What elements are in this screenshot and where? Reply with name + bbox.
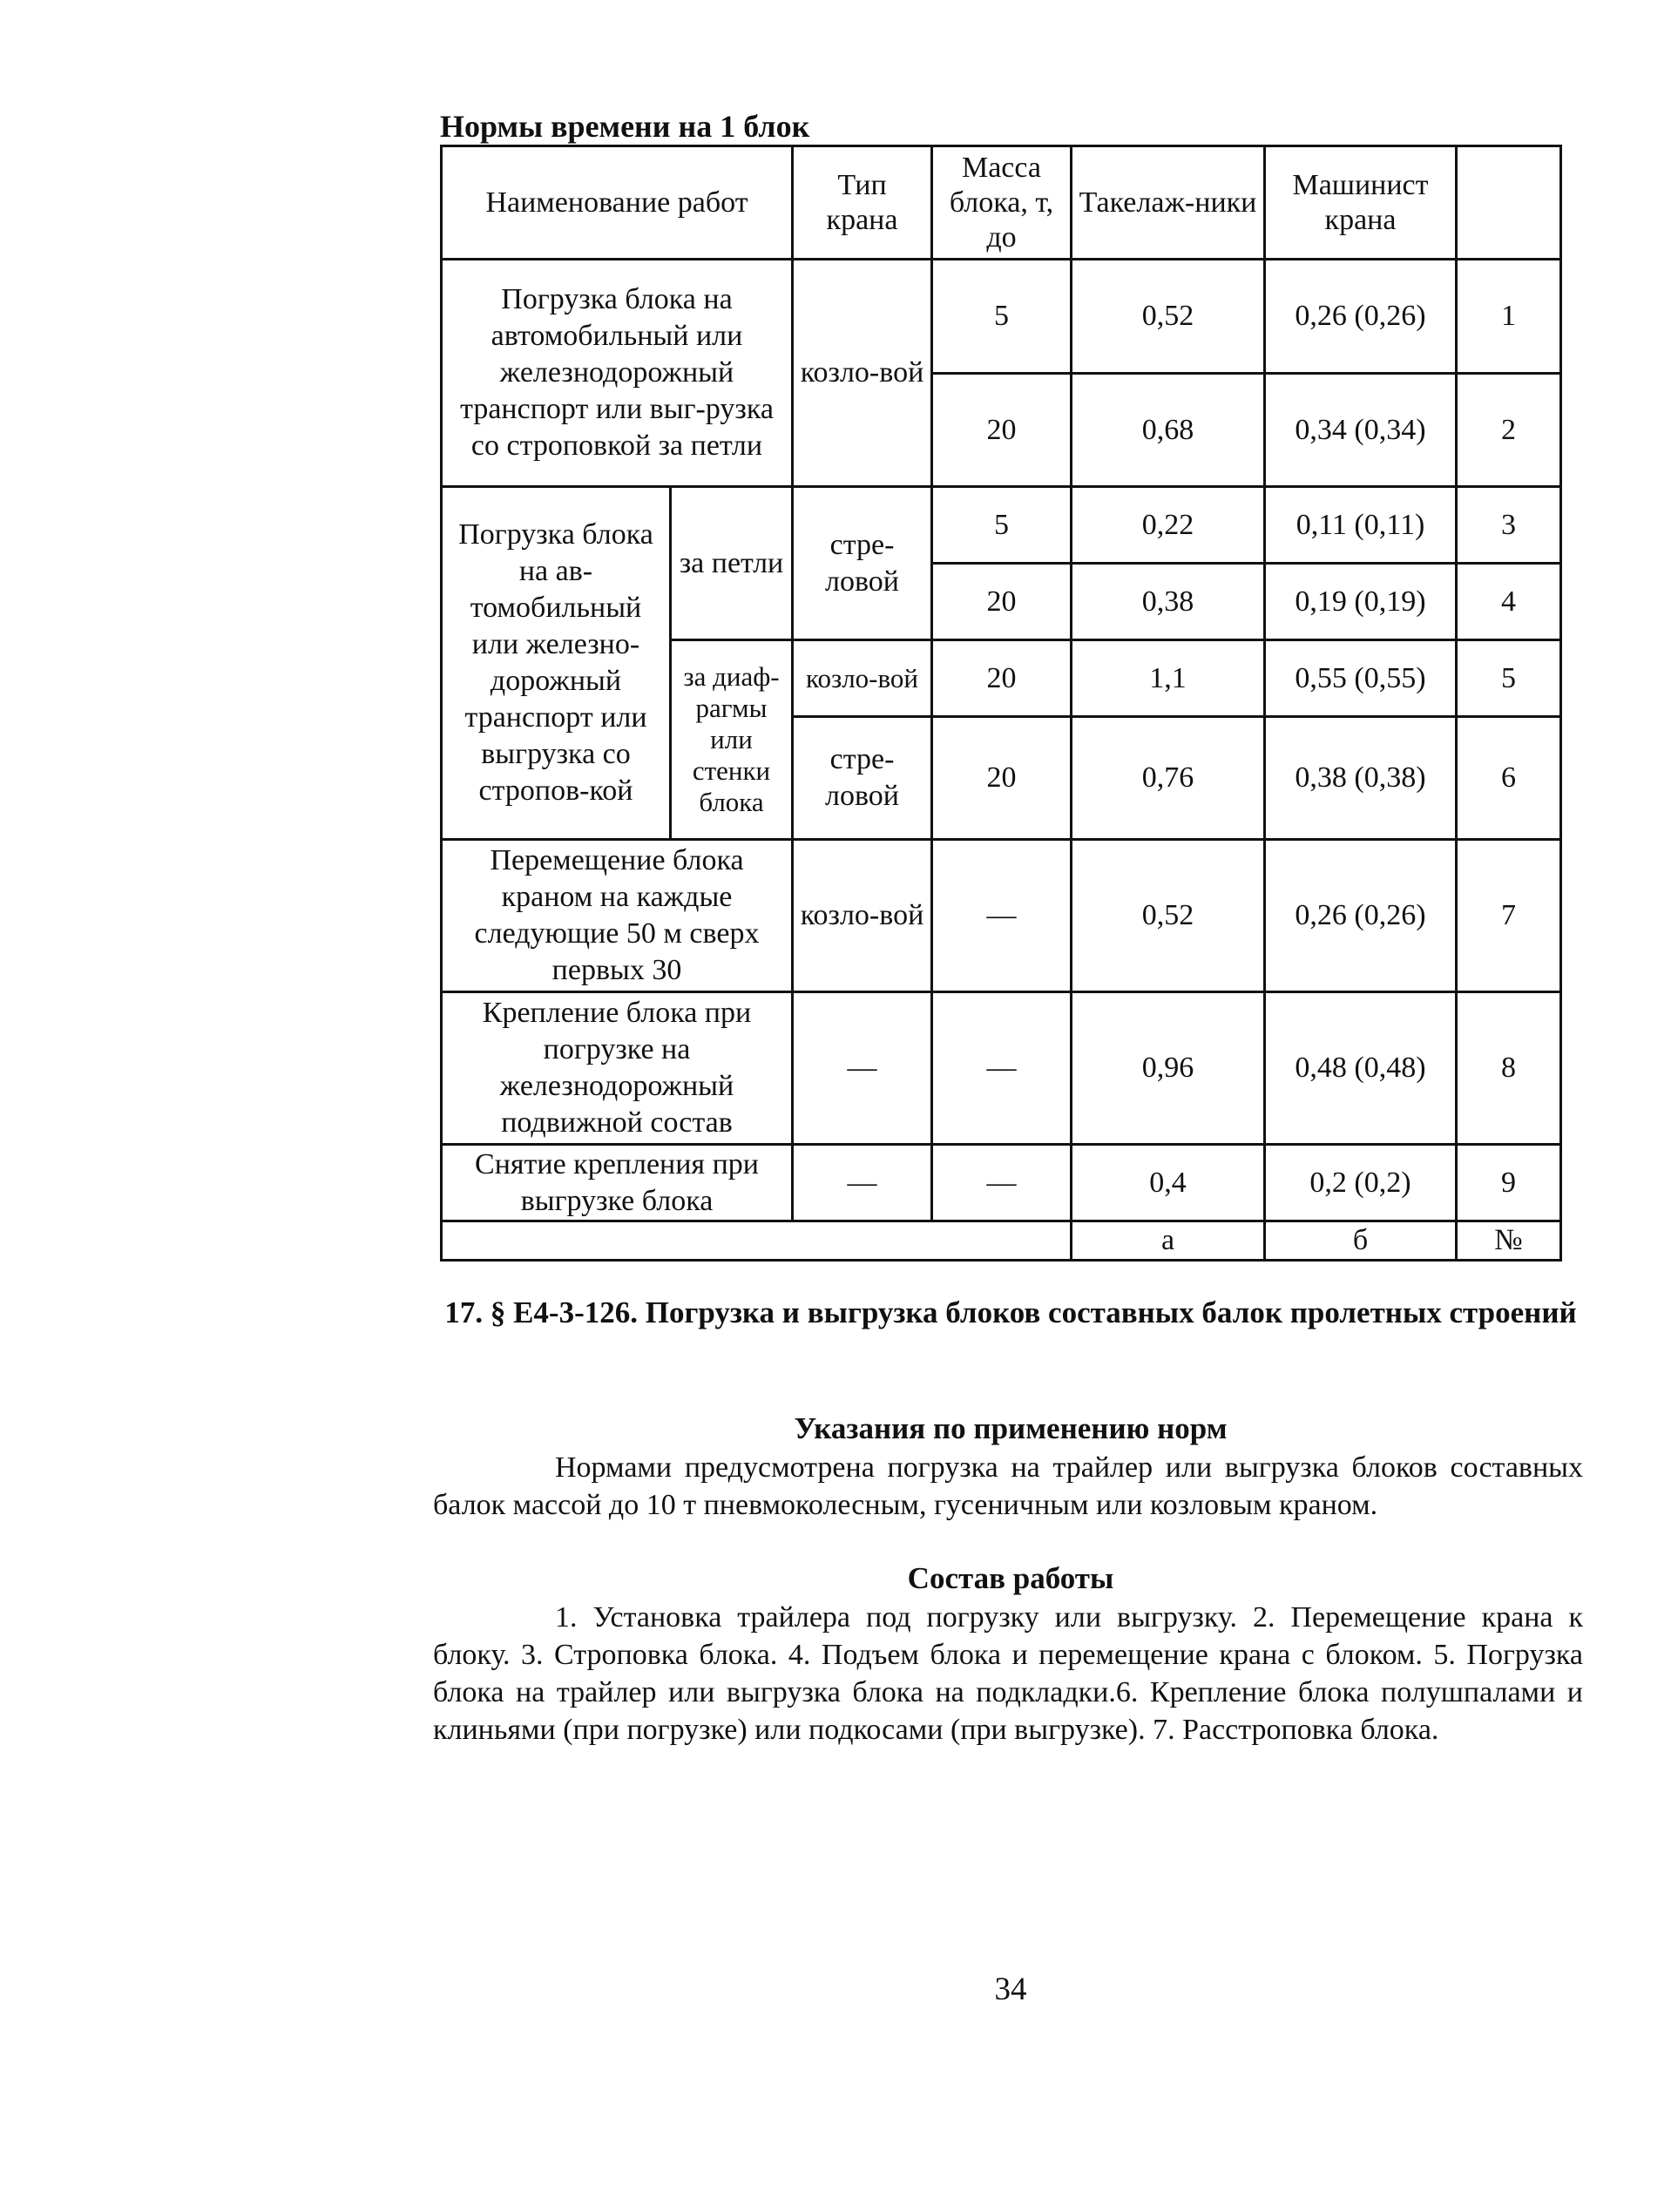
work-name-cell: Перемещение блока краном на каждые следующие 50 м сверх первых 30 [442, 840, 793, 992]
guidelines-heading: Указания по применению норм [794, 1411, 1228, 1445]
header-riggers: Такелаж-ники [1072, 146, 1265, 260]
row-number-cell: 4 [1457, 564, 1561, 640]
operator-cell: 0,11 (0,11) [1265, 487, 1457, 564]
riggers-cell: 0,68 [1072, 374, 1265, 487]
header-crane-type: Тип крана [793, 146, 932, 260]
mass-cell: 20 [932, 640, 1072, 717]
operator-cell: 0,38 (0,38) [1265, 717, 1457, 840]
page-number: 34 [994, 1972, 1027, 2007]
footer-col-num: № [1457, 1221, 1561, 1261]
section-heading: 17. § Е4-3-126. Погрузка и выгрузка блоков составных балок пролетных строений [444, 1295, 1577, 1329]
riggers-cell: 0,52 [1072, 260, 1265, 374]
crane-type-cell: козло-вой [793, 260, 932, 487]
composition-heading: Состав работы [907, 1561, 1114, 1595]
riggers-cell: 0,38 [1072, 564, 1265, 640]
header-number [1457, 146, 1561, 260]
table-row [442, 992, 1561, 1145]
crane-type-cell: стре-ловой [793, 487, 932, 640]
guidelines-text: Нормами предусмотрена погрузка на трайлер или выгрузка блоков составных балок массой до 10 т пневмоколесным, гусеничным или козловым краном. [433, 1451, 1583, 1521]
composition-text: 1. Установка трайлера под погрузку или выгрузку. 2. Перемещение крана к блоку. 3. Строповка блока. 4. Подъем блока и перемещение крана с блоком. 5. Погрузка блока на трайлер или выгрузка блока на подкладки.6. Крепление блока полушпалами и клиньями (при погрузке) или подкосами (при выгрузке). 7. Расстроповка блока. [433, 1601, 1583, 1746]
header-block-mass: Масса блока, т, до [932, 146, 1072, 260]
work-name-cell: Погрузка блока на ав-томобильный или железно-дорожный транспорт или выгрузка со стропов-кой [442, 487, 671, 840]
crane-type-cell: стре-ловой [793, 717, 932, 840]
riggers-cell: 0,52 [1072, 840, 1265, 992]
footer-col-a: а [1072, 1221, 1265, 1261]
row-number-cell: 5 [1457, 640, 1561, 717]
mass-cell: — [932, 1145, 1072, 1221]
work-name-cell: Погрузка блока на автомобильный или железнодорожный транспорт или выг-рузка со строповкой за петли [442, 260, 793, 487]
riggers-cell: 1,1 [1072, 640, 1265, 717]
operator-cell: 0,19 (0,19) [1265, 564, 1457, 640]
crane-type-cell: козло-вой [793, 640, 932, 717]
sling-method-cell: за диаф-рагмы или стенки блока [671, 640, 793, 840]
table-row [442, 260, 1561, 374]
footer-blank-cell [442, 1221, 1072, 1261]
header-crane-operator: Машинист крана [1265, 146, 1457, 260]
row-number-cell: 9 [1457, 1145, 1561, 1221]
crane-type-cell: козло-вой [793, 840, 932, 992]
operator-cell: 0,26 (0,26) [1265, 840, 1457, 992]
riggers-cell: 0,22 [1072, 487, 1265, 564]
row-number-cell: 7 [1457, 840, 1561, 992]
operator-cell: 0,55 (0,55) [1265, 640, 1457, 717]
sling-method-cell: за петли [671, 487, 793, 640]
table-row [442, 487, 1561, 564]
riggers-cell: 0,76 [1072, 717, 1265, 840]
table-footer-row [442, 1221, 1561, 1261]
row-number-cell: 8 [1457, 992, 1561, 1145]
riggers-cell: 0,96 [1072, 992, 1265, 1145]
composition-paragraph [433, 1599, 1583, 1749]
guidelines-paragraph [433, 1449, 1583, 1524]
work-name-cell: Крепление блока при погрузке на железнодорожный подвижной состав [442, 992, 793, 1145]
work-name-cell: Снятие крепления при выгрузке блока [442, 1145, 793, 1221]
crane-type-cell: — [793, 992, 932, 1145]
row-number-cell: 3 [1457, 487, 1561, 564]
mass-cell: — [932, 992, 1072, 1145]
operator-cell: 0,2 (0,2) [1265, 1145, 1457, 1221]
mass-cell: 20 [932, 717, 1072, 840]
norms-table [440, 145, 1562, 1262]
row-number-cell: 2 [1457, 374, 1561, 487]
operator-cell: 0,34 (0,34) [1265, 374, 1457, 487]
mass-cell: 20 [932, 374, 1072, 487]
row-number-cell: 6 [1457, 717, 1561, 840]
riggers-cell: 0,4 [1072, 1145, 1265, 1221]
mass-cell: 5 [932, 260, 1072, 374]
table-header-row [442, 146, 1561, 260]
table-title: Нормы времени на 1 блок [440, 109, 810, 144]
mass-cell: — [932, 840, 1072, 992]
row-number-cell: 1 [1457, 260, 1561, 374]
table-row [442, 840, 1561, 992]
header-name: Наименование работ [442, 146, 793, 260]
crane-type-cell: — [793, 1145, 932, 1221]
mass-cell: 20 [932, 564, 1072, 640]
operator-cell: 0,48 (0,48) [1265, 992, 1457, 1145]
mass-cell: 5 [932, 487, 1072, 564]
operator-cell: 0,26 (0,26) [1265, 260, 1457, 374]
table-row [442, 1145, 1561, 1221]
footer-col-b: б [1265, 1221, 1457, 1261]
